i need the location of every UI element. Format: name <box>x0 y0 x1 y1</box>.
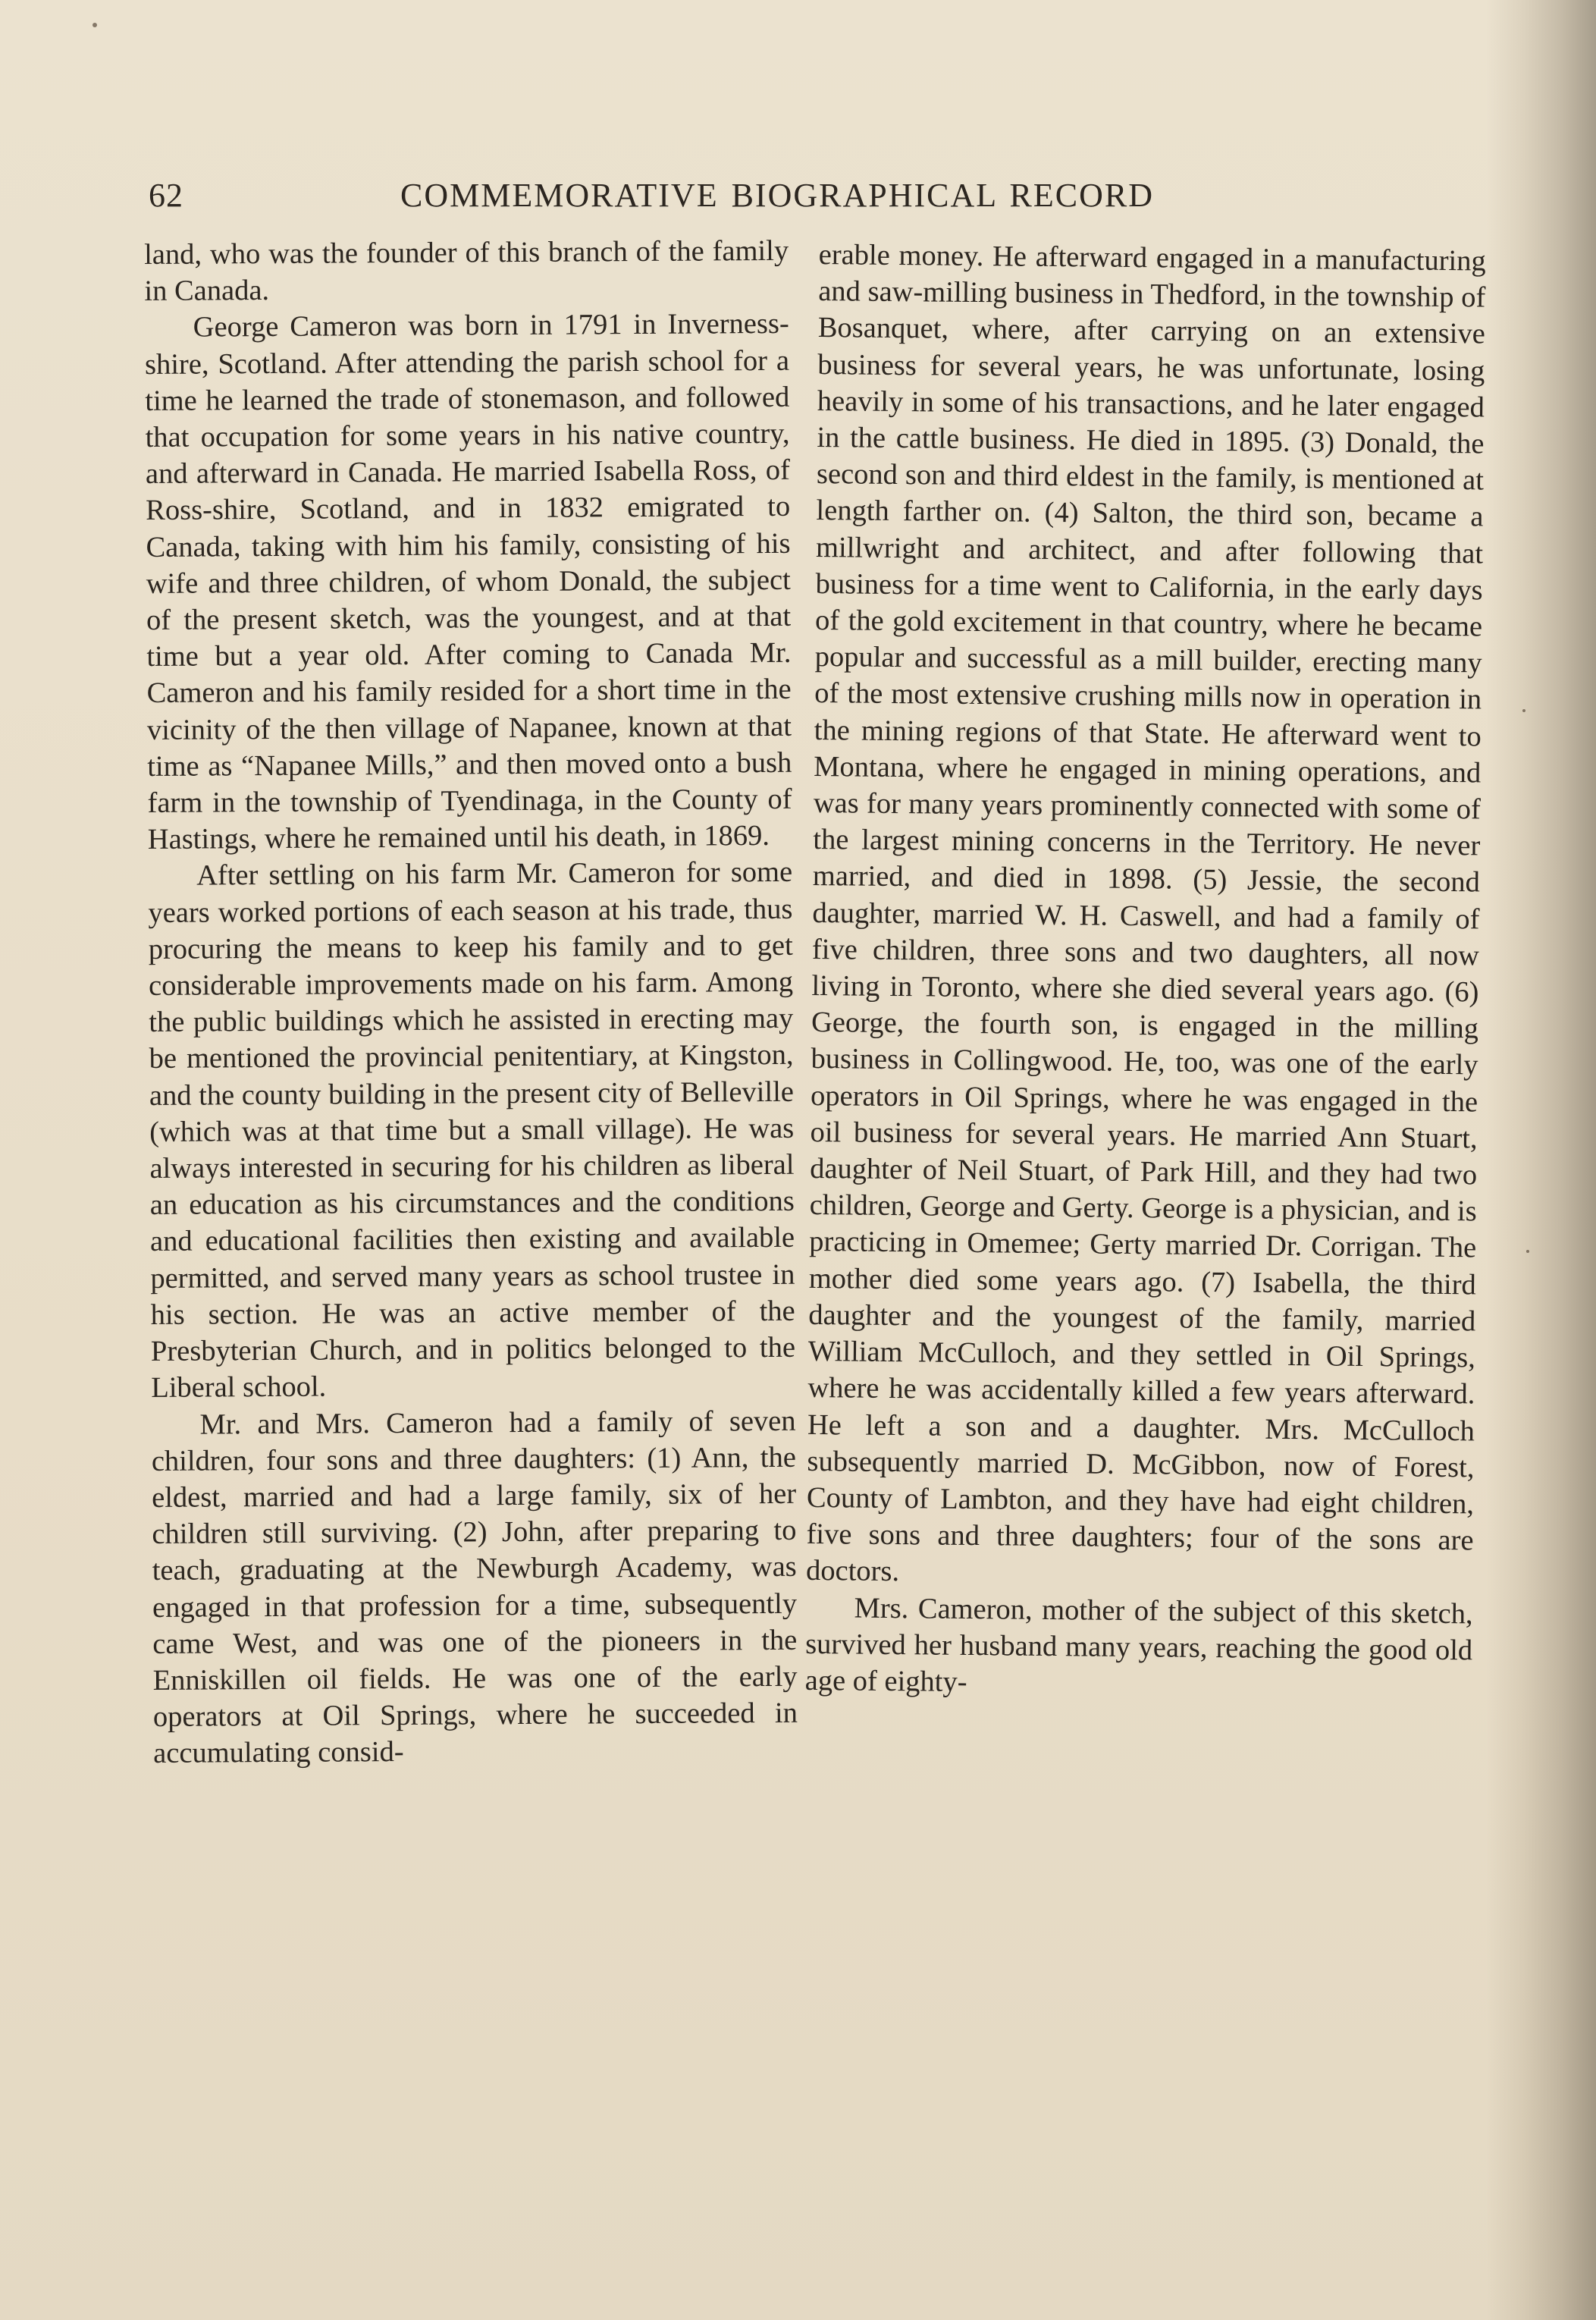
page-number: 62 <box>149 177 183 214</box>
paper-speck <box>92 23 97 27</box>
left-text-column <box>144 233 798 1772</box>
running-title: COMMEMORATIVE BIOGRAPHICAL RECORD <box>400 177 1154 214</box>
paper-speck <box>1526 1250 1529 1253</box>
paragraph: George Cameron was born in 1791 in Inverness-shire, Scotland. After attending the parish school for a time he learned the trade of stonemason, and followed that occupation for some years in his native country, and afterward in Canada. He married Isabella Ross, of Ross-shire, Scotland, and in 1832 emigrated to Canada, taking with him his family, consisting of his wife and three children, of whom Donald, the subject of the present sketch, was the youngest, and at that time but a year old. After coming to Canada Mr. Cameron and his family resided for a short time in the vicinity of the then village of Napanee, known at that time as “Napanee Mills,” and then moved onto a bush farm in the township of Tyendinaga, in the County of Hastings, where he remained until his death, in 1869. <box>144 308 792 856</box>
paragraph: Mrs. Cameron, mother of the subject of this sketch, survived her husband many years, reaching the good old age of eighty- <box>804 1592 1473 1698</box>
paragraph: After settling on his farm Mr. Cameron for some years worked portions of each season at his trade, thus procuring the means to keep his family and to get considerable improvements made on his farm. Among the public buildings which he assisted in erecting may be mentioned the provincial penitentiary, at Kingston, and the county building in the present city of Belleville (which was at that time but a small village). He was always interested in securing for his children as liberal an education as his circumstances and the conditions and educational facilities then existing and available permitted, and served many years as school trustee in his section. He was an active member of the Presbyterian Church, and in politics belonged to the Liberal school. <box>148 856 796 1405</box>
paragraph: Mr. and Mrs. Cameron had a family of seven children, four sons and three daughters: (1) Ann, the eldest, married and had a large family, six of her children still surviving. (2) John, after preparing to teach, graduating at the Newburgh Academy, was engaged in that profession for a time, subsequently came West, and was one of the pioneers in the Enniskillen oil fields. He was one of the early operators at Oil Springs, where he succeeded in accumulating consid- <box>151 1405 798 1770</box>
paragraph: erable money. He afterward engaged in a manufacturing and saw-milling business in Thedford, in the township of Bosanquet, where, after carrying on an extensive business for several years, he was unfortunate, losing heavily in some of his transactions, and he later engaged in the cattle business. He died in 1895. (3) Donald, the second son and third eldest in the family, is mentioned at length farther on. (4) Salton, the third son, became a millwright and architect, and after following that business for a time went to California, in the early days of the gold excitement in that country, where he became popular and successful as a mill builder, erecting many of the most extensive crushing mills now in operation in the mining regions of that State. He afterward went to Montana, where he engaged in mining operations, and was for many years prominently connected with some of the largest mining concerns in the Territory. He never married, and died in 1898. (5) Jessie, the second daughter, married W. H. Caswell, and had a family of five children, three sons and two daughters, all now living in Toronto, where she died several years ago. (6) George, the fourth son, is engaged in the milling business in Collingwood. He, too, was one of the early operators in Oil Springs, where he was engaged in the oil business for several years. He married Ann Stuart, daughter of Neil Stuart, of Park Hill, and they had two children, George and Gerty. George is a physician, and is practicing in Omemee; Gerty married Dr. Corrigan. The mother died some years ago. (7) Isabella, the third daughter and the youngest of the family, married William McCulloch, and they settled in Oil Springs, where he was accidentally killed a few years afterward. He left a son and a daughter. Mrs. McCulloch subsequently married D. McGibbon, now of Forest, County of Lambton, and they have had eight children, five sons and three daughters; four of the sons are doctors. <box>805 238 1486 1588</box>
paragraph: land, who was the founder of this branch of the family in Canada. <box>144 234 789 308</box>
right-text-column <box>804 237 1485 1705</box>
paper-speck <box>1522 709 1525 712</box>
